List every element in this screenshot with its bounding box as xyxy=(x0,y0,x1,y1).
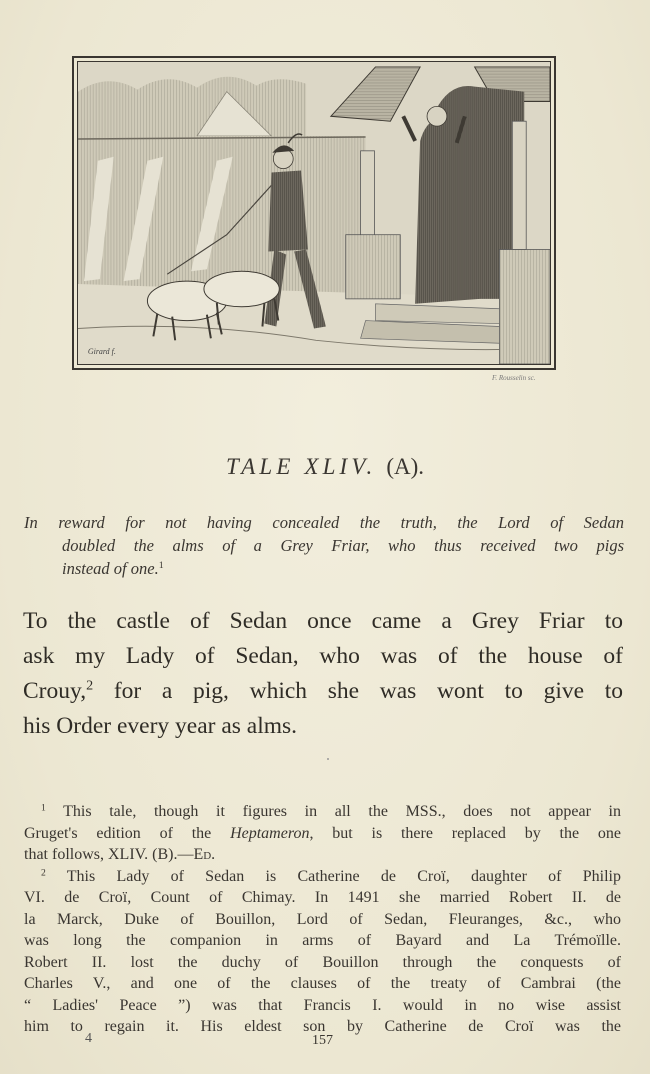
footnote-text: This Lady of Sedan is Catherine de Croï, daughter of Philip xyxy=(45,867,621,885)
engraving-illustration xyxy=(77,61,551,365)
footnote-ref-1[interactable]: 1 xyxy=(158,560,164,572)
body-text: Crouy, xyxy=(23,678,87,704)
tale-body xyxy=(23,604,623,744)
footnote-line: Charles V., and one of the clauses of the treaty of Cambrai (the xyxy=(24,975,621,992)
editor-mark: Ed. xyxy=(193,846,216,863)
argument-line xyxy=(24,557,624,580)
footnote-text: This tale, though it figures in all the MSS., does not appear in xyxy=(45,803,621,820)
signature-mark: 4 xyxy=(85,1031,92,1046)
body-line xyxy=(23,674,623,709)
tale-argument xyxy=(24,511,624,580)
argument-line-text: instead of one. xyxy=(62,559,159,578)
footnote-line: was long the companion in arms of Bayard and La Trémoïlle. xyxy=(24,932,621,949)
footnote-ref-2[interactable]: 2 xyxy=(86,677,94,694)
page-number: 157 xyxy=(312,1033,333,1048)
footnote-line: VI. de Croï, Count of Chimay. In 1491 she married Robert II. de xyxy=(24,889,621,906)
footnote-text: that follows, XLIV. (B).— xyxy=(24,846,194,863)
footnote-line: la Marck, Duke of Bouillon, Lord of Sedan, Fleuranges, &c., who xyxy=(24,910,621,928)
footnote-text: Gruget's edition of the xyxy=(24,824,231,842)
body-line: his Order every year as alms. xyxy=(23,713,298,739)
body-line: To the castle of Sedan once came a Grey Friar to xyxy=(23,608,623,634)
argument-line: doubled the alms of a Grey Friar, who thus received two pigs xyxy=(62,536,624,555)
footnote-text: , but is there replaced by the one xyxy=(309,824,621,842)
illustration-signature-left: Girard f. xyxy=(87,347,116,357)
body-line: ask my Lady of Sedan, who was of the house of xyxy=(23,643,623,669)
illustration-frame xyxy=(72,56,556,370)
footnote-1 xyxy=(24,801,621,823)
footnotes xyxy=(24,801,621,1038)
footnote-marker: 1 xyxy=(41,802,46,814)
footnote-line: Robert II. lost the duchy of Bouillon through the conquests of xyxy=(24,953,621,971)
engraver-signature: F. Rousselin sc. xyxy=(492,374,536,382)
argument-line: In reward for not having concealed the truth, the Lord of Sedan xyxy=(24,513,624,532)
footnote-line xyxy=(24,844,621,866)
body-text: for a pig, which she was wont to give to xyxy=(93,678,623,704)
footnote-line xyxy=(24,823,621,845)
engraving-image xyxy=(78,62,550,364)
footnote-marker: 2 xyxy=(41,866,46,878)
footnote-2 xyxy=(24,866,621,888)
tale-title-suffix: (A). xyxy=(386,454,425,479)
book-title-heptameron: Heptameron xyxy=(230,824,310,842)
footnote-line: him to regain it. His eldest son by Catherine de Croï was the xyxy=(24,1018,621,1035)
tale-title xyxy=(0,454,650,480)
printing-speck xyxy=(327,758,329,760)
footnote-line: “ Ladies' Peace ”) was that Francis I. would in no wise assist xyxy=(24,996,621,1014)
tale-title-main: TALE XLIV. xyxy=(225,454,377,479)
